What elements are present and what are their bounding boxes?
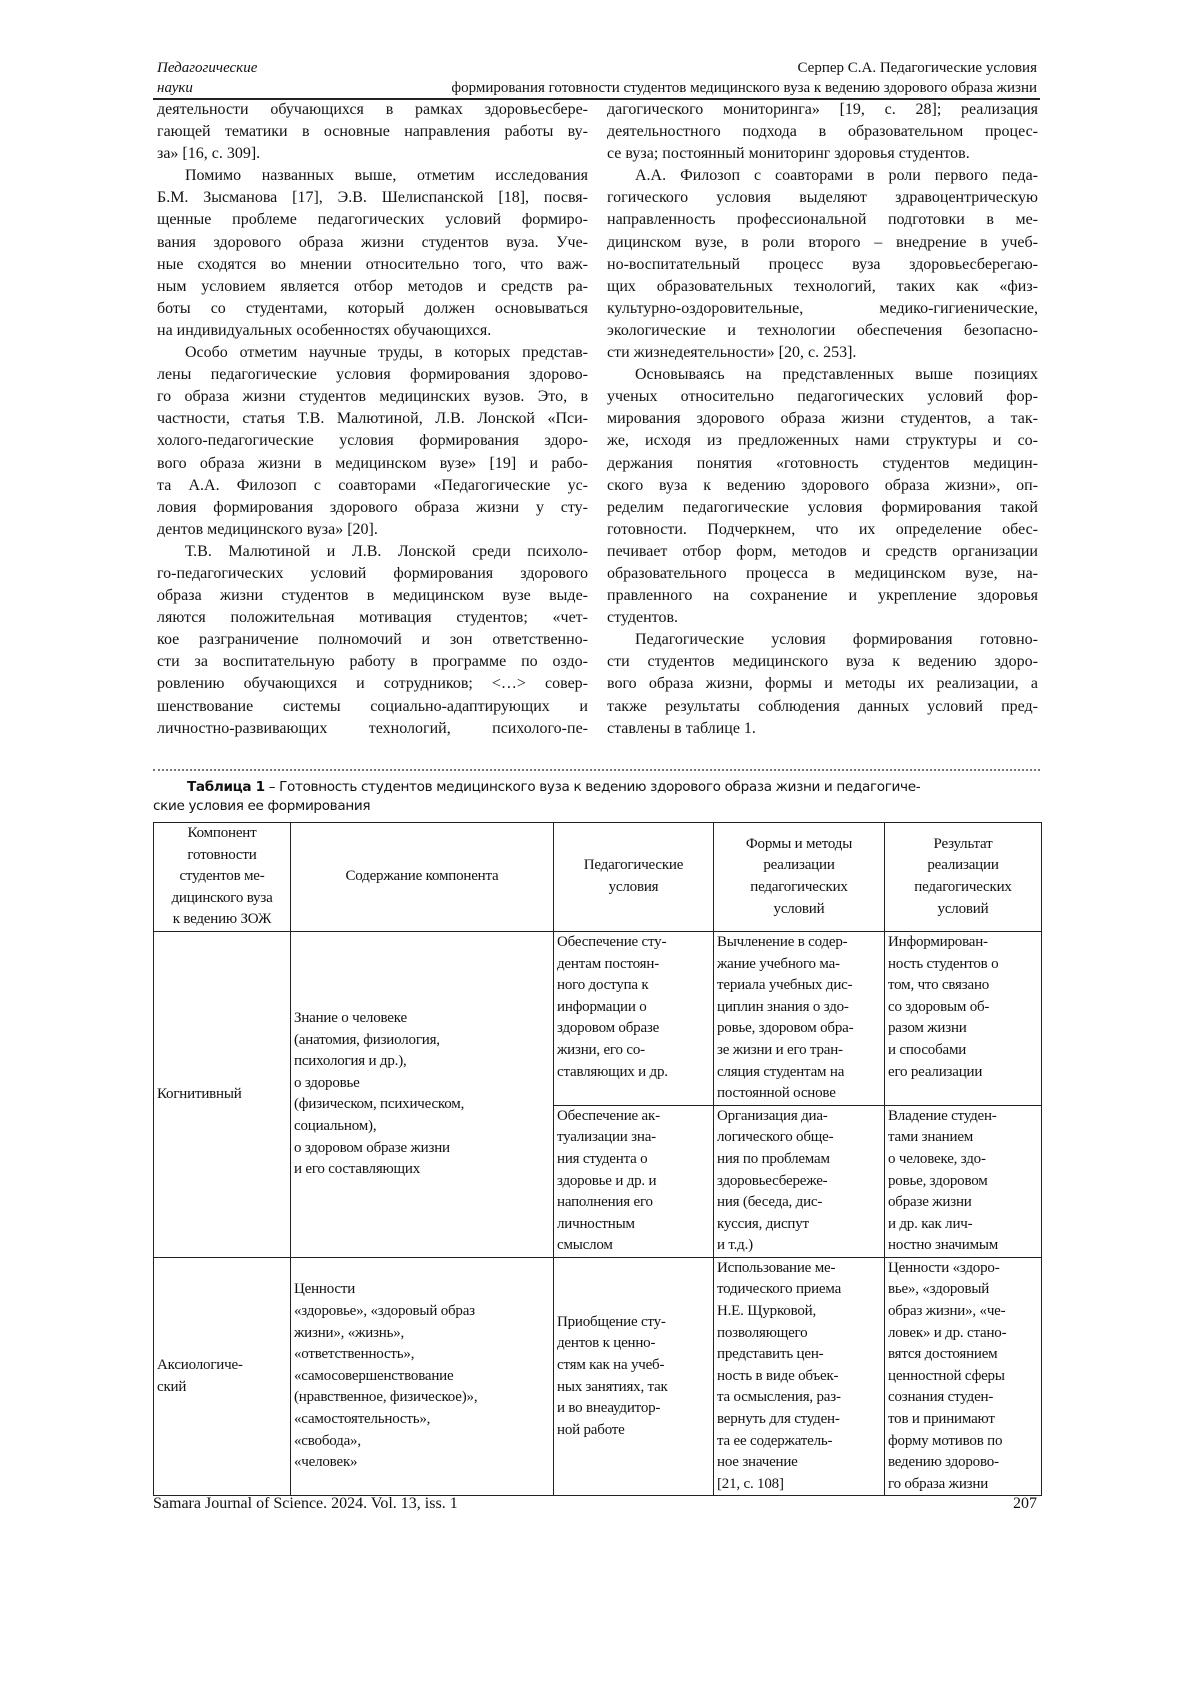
text-line: вого образа жизни, формы и методы их реализации, а	[607, 675, 1038, 693]
table-caption	[153, 778, 1040, 816]
text-line: се вуза; постоянный мониторинг здоровья студентов.	[607, 145, 970, 163]
result-cell: Ценности «здоро- вье», «здоровый образ жизни», «че- ловек» и др. стано- вятся достоянием ценностной сферы сознания студен- тов и принимают форму мотивов по ведению здорово- го образа жизни	[885, 1257, 1042, 1496]
text-line: частности, статья Т.В. Малютиной, Л.В. Лонской «Пси-	[157, 410, 588, 428]
content-cognitive: Знание о человеке (анатомия, физиология, психология и др.), о здоровье (физическом, психическом, социальном), о здоровом образе жизни и его составляющих	[291, 931, 554, 1257]
left-text-column	[157, 99, 588, 740]
text-line: же, исходя из предложенных нами структуры и со-	[607, 432, 1038, 450]
text-line: готовности. Подчеркнем, что их определение обес-	[607, 520, 1038, 538]
result-cell: Информирован- ность студентов о том, что связано со здоровым об- разом жизни и способами его реализации	[885, 931, 1042, 1105]
text-line: холого-педагогические условия формирования здоро-	[157, 432, 588, 450]
condition-cell: Приобщение сту- дентов к ценно- стям как на учеб- ных занятиях, так и во внеаудитор- ной работе	[554, 1257, 714, 1496]
text-line: боты со студентами, который должен основываться	[157, 299, 588, 317]
text-line: Т.В. Малютиной и Л.В. Лонской среди психоло-	[185, 542, 588, 560]
component-cognitive: Когнитивный	[154, 931, 291, 1257]
header-result: Результат реализации педагогических условий	[885, 823, 1042, 932]
header-forms: Формы и методы реализации педагогических условий	[714, 823, 885, 932]
text-line: деятельности обучающихся в рамках здоровьесбере-	[157, 101, 588, 118]
text-line: сти жизнедеятельности» [20, с. 253].	[607, 344, 857, 362]
text-line: щих образовательных технологий, таких как «физ-	[607, 277, 1038, 295]
component-axiological: Аксиологиче- ский	[154, 1257, 291, 1496]
text-line: ставлены в таблице 1.	[607, 719, 756, 737]
text-line: ляются положительная мотивация студентов; «чет-	[157, 609, 588, 627]
condition-cell: Обеспечение ак- туализации зна- ния студента о здоровье и др. и наполнения его личностным смыслом	[554, 1105, 714, 1257]
text-line: ского вуза к ведению здорового образа жизни», оп-	[607, 476, 1038, 494]
text-line: Педагогические условия формирования готовно-	[635, 631, 1038, 649]
text-line: образа жизни студентов в медицинском вузе выде-	[157, 587, 588, 605]
content-axiological: Ценности «здоровье», «здоровый образ жизни», «жизнь», «ответственность», «самосовершенствование (нравственное, физическое)», «самостоятельность», «свобода», «человек»	[291, 1257, 554, 1496]
text-line: Помимо названных выше, отметим исследования	[185, 167, 588, 185]
text-line: ловия формирования здорового образа жизни у сту-	[157, 498, 588, 516]
text-line: ровлению обучающихся и сотрудников; <…> совер-	[157, 675, 588, 693]
running-title-line2: формирования готовности студентов медицинского вуза к ведению здорового образа жизни	[451, 80, 1037, 96]
text-line: деятельностного подхода в образовательном процес-	[607, 123, 1038, 141]
text-line: Основываясь на представленных выше позициях	[635, 366, 1038, 384]
forms-cell: Вычленение в содер- жание учебного ма- териала учебных дис- циплин знания о здо- ровье, здоровом обра- зе жизни и его тран- сляция студентам на постоянной основе	[714, 931, 885, 1105]
right-text-column	[607, 99, 1038, 740]
text-line: но-воспитательный процесс вуза здоровьесберегаю-	[607, 255, 1038, 273]
text-line: сти за воспитательную работу в программе по оздо-	[157, 653, 588, 671]
text-line: правленного на сохранение и укрепление здоровья	[607, 587, 1038, 605]
text-line: Особо отметим научные труды, в которых представ-	[185, 344, 588, 362]
readiness-table	[153, 822, 1042, 1496]
table-caption-text: – Готовность студентов медицинского вуза к ведению здорового образа жизни и педагогиче- ские условия ее формирования	[153, 779, 921, 814]
table-caption-label: Таблица 1	[187, 779, 265, 795]
header-content: Содержание компонента	[291, 823, 554, 932]
text-line: ные сходятся во мнении относительно того, что важ-	[157, 255, 588, 273]
text-line: дагогического мониторинга» [19, с. 28]; реализация	[607, 101, 1038, 118]
text-line: направленность профессиональной подготовки в ме-	[607, 211, 1038, 229]
result-cell: Владение студен- тами знанием о человеке, здо- ровье, здоровом образе жизни и др. как лич- ностно значимым	[885, 1105, 1042, 1257]
table-row	[154, 1257, 1042, 1496]
text-line: мирования здорового образа жизни студентов, а так-	[607, 410, 1038, 428]
text-line: личностно-развивающих технологий, психолого-пе-	[157, 719, 588, 737]
running-title-line1: Серпер С.А. Педагогические условия	[797, 60, 1037, 76]
footer-page-number: 207	[1013, 1495, 1037, 1512]
condition-cell: Обеспечение сту- дентам постоян- ного доступа к информации о здоровом образе жизни, его со- ставляющих и др.	[554, 931, 714, 1105]
text-line: та А.А. Филозоп с соавторами «Педагогические ус-	[157, 476, 588, 494]
section-divider	[153, 769, 1040, 771]
text-line: гающей тематики в основные направления работы ву-	[157, 123, 588, 141]
section-name-line1: Педагогические	[157, 60, 258, 76]
text-line: печивает отбор форм, методов и средств организации	[607, 542, 1038, 560]
text-line: дентов медицинского вуза» [20].	[157, 520, 378, 538]
text-line: держания понятия «готовность студентов медицин-	[607, 454, 1038, 472]
header-conditions: Педагогические условия	[554, 823, 714, 932]
text-line: также результаты соблюдения данных условий пред-	[607, 697, 1038, 715]
text-line: образовательного процесса в медицинском вузе, на-	[607, 564, 1038, 582]
footer-journal: Samara Journal of Science. 2024. Vol. 13, iss. 1	[153, 1495, 458, 1512]
forms-cell: Организация диа- логического обще- ния по проблемам здоровьесбереже- ния (беседа, дис- куссия, диспут и т.д.)	[714, 1105, 885, 1257]
text-line: вого образа жизни в медицинском вузе» [19] и рабо-	[157, 454, 588, 472]
text-line: дицинском вузе, в роли второго – внедрение в учеб-	[607, 233, 1038, 251]
text-line: Б.М. Зысманова [17], Э.В. Шелиспанской [18], посвя-	[157, 189, 588, 207]
text-line: ным условием является отбор методов и средств ра-	[157, 277, 588, 295]
text-line: щенные проблеме педагогических условий формиро-	[157, 211, 588, 229]
text-line: лены педагогические условия формирования здорово-	[157, 366, 588, 384]
text-line: ределим педагогические условия формирования такой	[607, 498, 1038, 516]
table-row	[154, 931, 1042, 1105]
table-header-row	[154, 823, 1042, 932]
text-line: экологические и технологии обеспечения безопасно-	[607, 321, 1038, 339]
text-line: культурно-оздоровительные, медико-гигиенические,	[607, 299, 1038, 317]
text-line: шенствование системы социально-адаптирующих и	[157, 697, 588, 715]
text-line: ученых относительно педагогических условий фор-	[607, 388, 1038, 406]
text-line: А.А. Филозоп с соавторами в роли первого педа-	[635, 167, 1038, 185]
text-line: сти студентов медицинского вуза к ведению здоро-	[607, 653, 1038, 671]
header-component: Компонент готовности студентов ме- дицинского вуза к ведению ЗОЖ	[154, 823, 291, 932]
text-line: вания здорового образа жизни студентов вуза. Уче-	[157, 233, 588, 251]
text-line: гогического условия выделяют здравоцентрическую	[607, 189, 1038, 207]
text-line: кое разграничение полномочий и зон ответственно-	[157, 631, 588, 649]
section-name-line2: науки	[157, 80, 193, 96]
text-line: го образа жизни студентов медицинских вузов. Это, в	[157, 388, 588, 406]
text-line: на индивидуальных особенностях обучающихся.	[157, 321, 492, 339]
text-line: за» [16, с. 309].	[157, 145, 261, 163]
forms-cell: Использование ме- тодического приема Н.Е. Щурковой, позволяющего представить цен- ность в виде объек- та осмысления, раз- вернуть для студен- та ее содержатель- ное значение [21, с. 108]	[714, 1257, 885, 1496]
text-line: студентов.	[607, 609, 679, 627]
text-line: го-педагогических условий формирования здорового	[157, 564, 588, 582]
